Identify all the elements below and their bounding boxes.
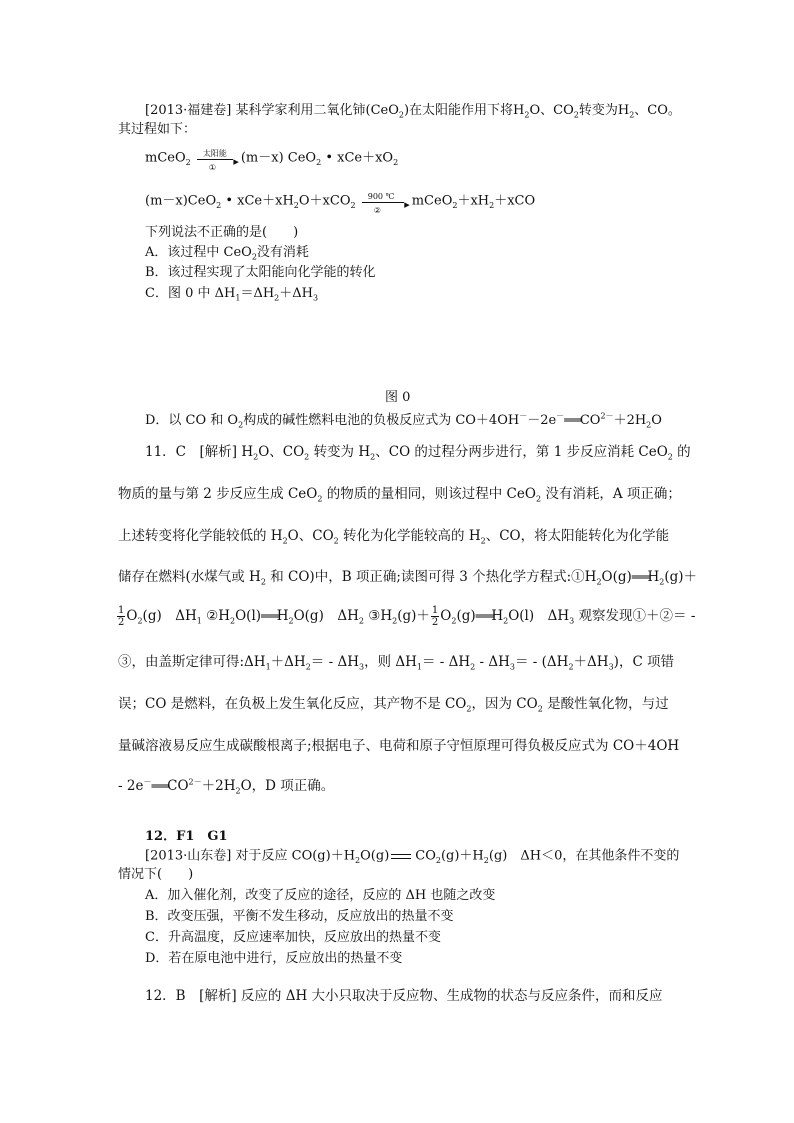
q12-option-a: A．加入催化剂，改变了反应的途径，反应的 ΔH 也随之改变 [145,888,496,903]
q11-option-d: D．以 CO 和 $O_2$构成的碱性燃料电池的负极反应式为 $CO+4OH^--2e^-═══CO^{2-}+2H_2O$ [145,411,662,430]
q11-option-a: A．该过程中 CeO$_2$没有消耗 [145,245,309,262]
q12-intro-line1: [2013·山东卷] 对于反应 $CO(g)+H_2O(g)$ $CO_2(g)+H_2(g)$ ΔH＜0，在其他条件不变的 [145,848,680,866]
q12-heading: 12．F1 G1 [145,829,228,844]
equation-2: (m－x)CeO$_2$ • $xCe+xH_2O+xCO_2$ 900 ℃ ▸ ② $mCeO_2+xH_2+xCO$ [145,192,536,215]
a11-line7: 误；CO 是燃料，在负极上发生氧化反应，其产物不是 $CO_2$，因为 $CO_2$ 是酸性氧化物，与过 [118,696,669,714]
reaction-arrow-1: 太阳能 ▸ ① [195,150,241,166]
a11-line1: 11．C [解析] $H_2O$、$CO_2$ 转变为 $H_2$、CO 的过程分两步进行，第 1 步反应消耗 CeO$_2$ 的 [145,444,691,462]
figure-caption: 图 0 [385,390,411,405]
fraction-half: $\frac{1}{2}$ [118,605,125,628]
a12-line1: 12．B [解析] 反应的 ΔH 大小只取决于反应物、生成物的状态与反应条件，而和反应 [145,988,663,1004]
q11-intro-line2: 其过程如下： [118,122,197,137]
q12-intro-line2: 情况下( ) [118,867,194,882]
q11-intro-line1: [2013·福建卷] 某科学家利用二氧化铈(CeO$_2$)在太阳能作用下将$H_2O$、$CO_2$转变为$H_2$、CO。 [145,103,681,120]
a11-line8: 量碱溶液易反应生成碳酸根离子;根据电子、电荷和原子守恒原理可得负极反应式为 CO＋4OH [118,738,680,754]
q11-option-c: C．图 0 中 $\Delta H_1=\Delta H_2+\Delta H_3$ [145,286,319,303]
q12-option-d: D．若在原电池中进行，反应放出的热量不变 [145,951,403,966]
q12-option-b: B．改变压强，平衡不发生移动，反应放出的热量不变 [145,909,454,924]
a11-line9: - $2e^-═══CO^{2-}+2H_2O$，D 项正确。 [118,777,335,796]
a11-line4: 储存在燃料(水煤气或 $H_2$ 和 CO)中，B 项正确;读图可得 3 个热化学方程式$:①H_2O(g)═══H_2(g)+$ [118,569,698,587]
a11-line3: 上述转变将化学能较低的 $H_2O$、$CO_2$ 转化为化学能较高的 $H_2$、CO，将太阳能转化为化学能 [118,528,670,546]
a11-line6: ③，由盖斯定律可得$:\Delta H_1+\Delta H_2= - \Delta H_3$，则 $\Delta H_1= - \Delta H_2 - \Delta H_3= - (\Delta H_2+\Delta H_3)$，C 项错 [118,654,675,672]
fraction-half: $\frac{1}{2}$ [431,605,439,628]
equation-1: mCeO$_2$ 太阳能 ▸ ① (m－x) CeO$_2$ • $xCe+xO_2$ [145,149,399,172]
q11-option-b: B．该过程实现了太阳能向化学能的转化 [145,265,376,280]
equilibrium-arrow [389,848,415,864]
reaction-arrow-2: 900 ℃ ▸ ② [360,193,412,209]
q12-option-c: C．升高温度，反应速率加快，反应放出的热量不变 [145,930,441,945]
a11-line5: $\frac{1}{2}$ $O_2(g)$ $\Delta H_1$ $②H_2O(l)═══H_2O(g)$ $\Delta H_2$ $③H_2(g)+$ $\frac{1}{2}$ $O_2(g)═══H_2O(l)$ $\Delta H_3$ 观察发现①＋②＝ - [118,605,696,628]
a11-line2: 物质的量与第 2 步反应生成 CeO$_2$ 的物质的量相同，则该过程中 CeO$_2$ 没有消耗，A 项正确； [118,486,681,504]
q11-stem: 下列说法不正确的是( ) [145,225,299,240]
